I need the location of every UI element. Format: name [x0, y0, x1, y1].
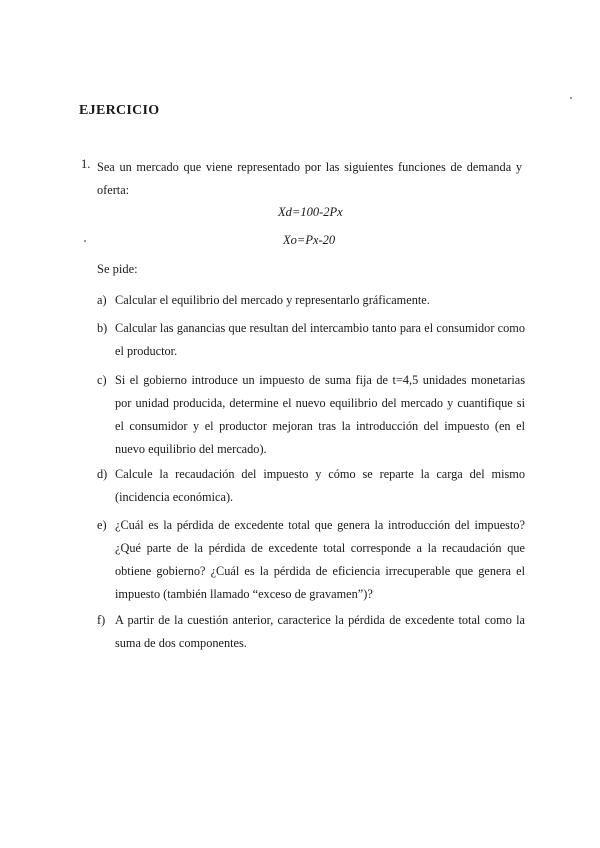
question-number: 1. [81, 157, 91, 171]
question-intro: Sea un mercado que viene representado por las siguientes funciones de demanda y oferta: [97, 160, 522, 197]
item-label: a) [97, 293, 107, 307]
item-e [97, 514, 525, 606]
item-c [97, 369, 525, 461]
item-text: A partir de la cuestión anterior, caracterice la pérdida de excedente total como la suma de dos componentes. [115, 613, 525, 650]
item-f [97, 609, 525, 655]
item-text: Calcule la recaudación del impuesto y cómo se reparte la carga del mismo (incidencia económica). [115, 467, 525, 504]
item-a [97, 289, 525, 312]
item-label: d) [97, 467, 108, 481]
item-text: Calcular las ganancias que resultan del intercambio tanto para el consumidor como el productor. [115, 321, 525, 358]
item-text: ¿Cuál es la pérdida de excedente total que genera la introducción del impuesto? ¿Qué parte de la pérdida de excedente total corresponde a la recaudación que obtiene gobierno? ¿Cuál es la pérdida de eficiencia irrecuperable que genera el impuesto (también llamado “exceso de gravamen”)? [115, 518, 525, 601]
item-d [97, 463, 525, 509]
scan-speck [84, 240, 86, 242]
item-label: b) [97, 321, 108, 335]
item-text: Si el gobierno introduce un impuesto de suma fija de t=4,5 unidades monetarias por unidad producida, determine el nuevo equilibrio del mercado y cuantifique si el consumidor y el productor mejoran tras la introducción del impuesto (en el nuevo equilibrio del mercado). [115, 373, 525, 456]
item-b [97, 317, 525, 363]
item-text: Calcular el equilibrio del mercado y representarlo gráficamente. [115, 293, 430, 307]
supply-equation: Xo=Px-20 [283, 233, 336, 247]
item-label: c) [97, 373, 107, 387]
demand-equation: Xd=100-2Px [278, 205, 343, 219]
page-title: EJERCICIO [79, 103, 160, 118]
scan-speck [570, 97, 572, 99]
item-label: f) [97, 613, 106, 627]
se-pide-label: Se pide: [97, 262, 138, 276]
item-label: e) [97, 518, 107, 532]
